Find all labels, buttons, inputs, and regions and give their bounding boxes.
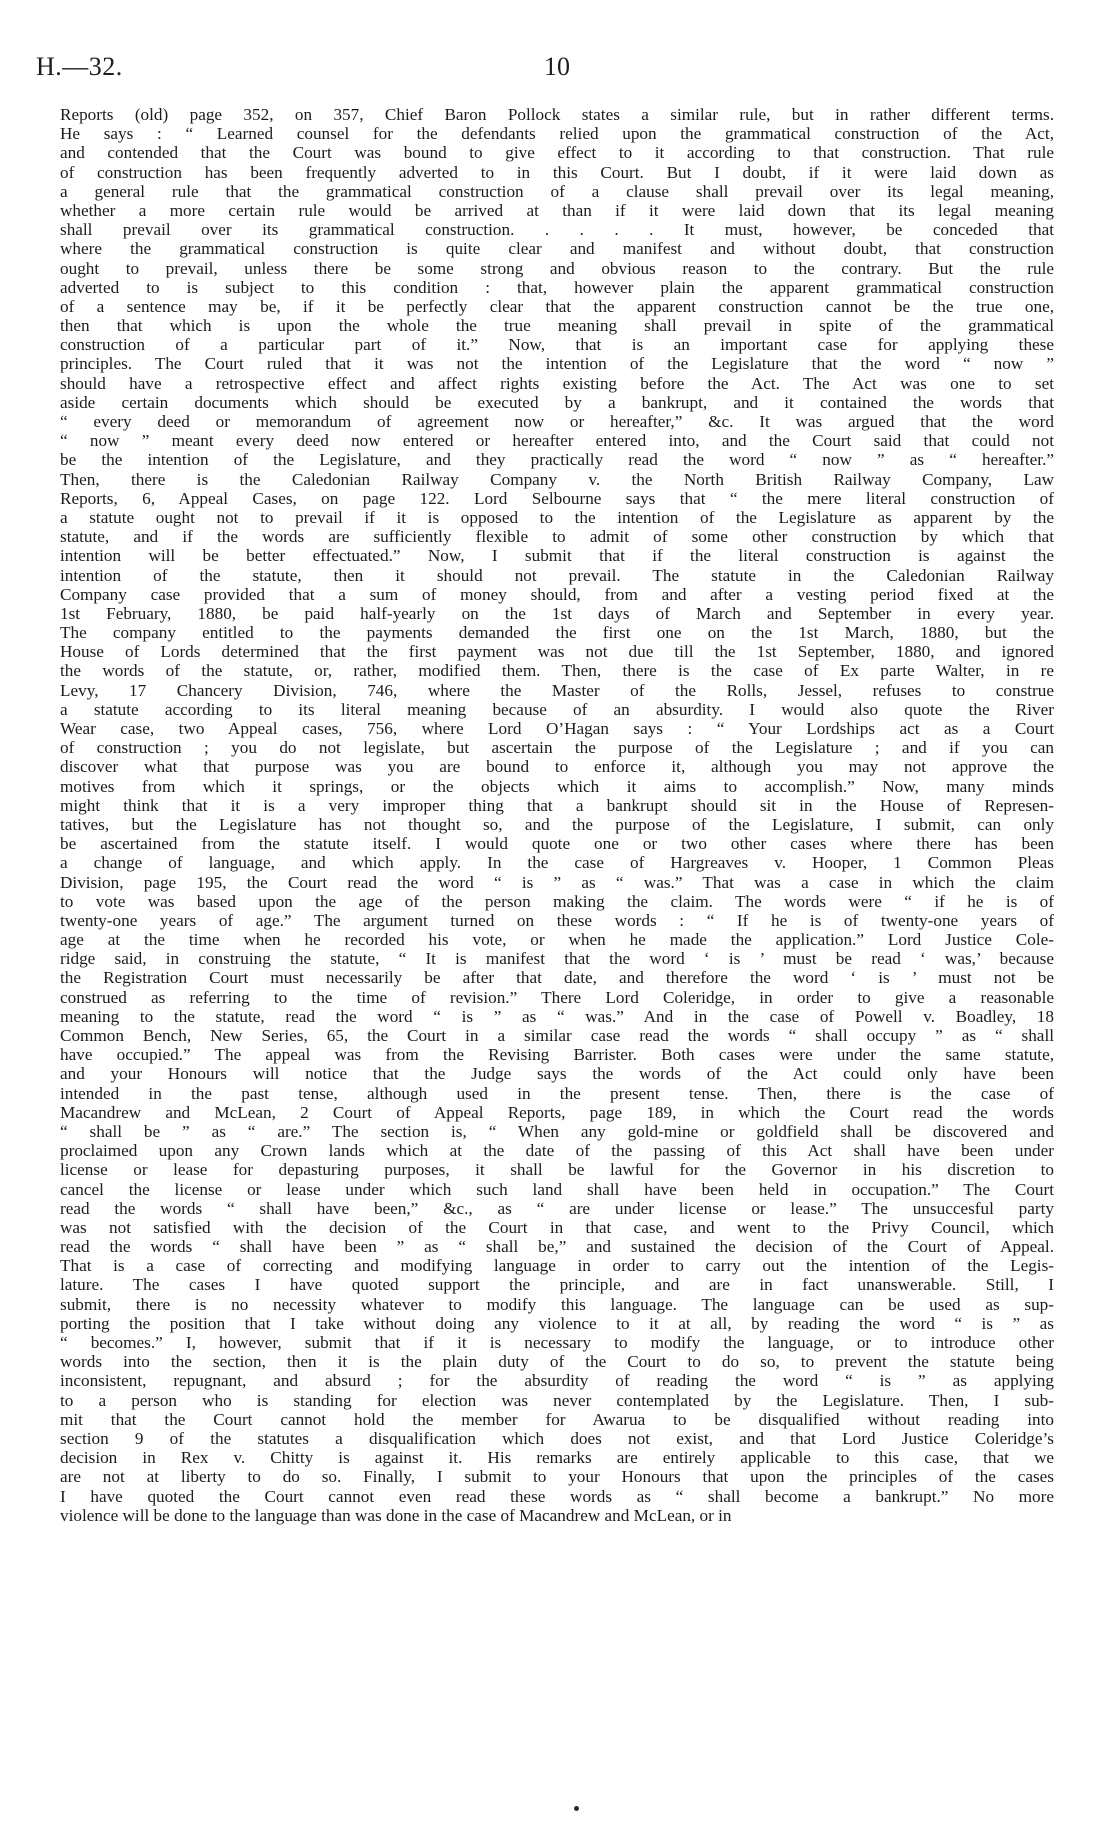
text-line: intention will be better effectuated.” Now, I submit that if the literal construction is against the <box>60 546 1054 566</box>
text-line: submit, there is no necessity whatever to modify this language. The language can be used as sup- <box>60 1294 1054 1314</box>
text-line: violence will be done to the language than was done in the case of Macandrew and McLean, or in <box>60 1505 732 1525</box>
text-line: to vote was based upon the age of the person making the claim. The words were “ if he is of <box>60 891 1054 911</box>
text-line: proclaimed upon any Crown lands which at the date of the passing of this Act shall have been under <box>60 1141 1054 1161</box>
text-line: “ becomes.” I, however, submit that if it is necessary to modify the language, or to introduce other <box>60 1333 1054 1352</box>
page-number: 10 <box>544 52 570 81</box>
text-line: be the intention of the Legislature, and they practically read the word “ now ” as “ hereafter.” <box>60 450 1054 470</box>
text-line: construed as referring to the time of revision.” There Lord Coleridge, in order to give a reasonable <box>60 987 1054 1007</box>
text-line: motives from which it springs, or the objects which it aims to accomplish.” Now, many minds <box>60 776 1054 796</box>
text-line: have occupied.” The appeal was from the Revising Barrister. Both cases were under the same statute, <box>60 1045 1054 1065</box>
text-line: are not at liberty to do so. Finally, I submit to your Honours that upon the principles of the cases <box>60 1467 1054 1487</box>
text-line: cancel the license or lease under which such land shall have been held in occupation.” The Court <box>60 1179 1054 1199</box>
text-line: license or lease for depasturing purposes, it shall be lawful for the Governor in his discretion to <box>60 1160 1054 1180</box>
text-line: mit that the Court cannot hold the member for Awarua to be disqualified without reading into <box>60 1409 1054 1429</box>
text-line: “ now ” meant every deed now entered or hereafter entered into, and the Court said that could not <box>60 431 1054 451</box>
text-line: That is a case of correcting and modifying language in order to carry out the intention of the Legis- <box>60 1256 1054 1276</box>
text-line: The company entitled to the payments demanded the first one on the 1st March, 1880, but the <box>60 623 1054 643</box>
text-line: the words of the statute, or, rather, modified them. Then, there is the case of Ex parte Walter, in re <box>60 661 1054 681</box>
text-line: Macandrew and McLean, 2 Court of Appeal Reports, page 189, in which the Court read the words <box>60 1102 1054 1122</box>
text-line: of a sentence may be, if it be perfectly clear that the apparent construction cannot be the true one, <box>60 296 1054 316</box>
text-line: He says : “ Learned counsel for the defendants relied upon the grammatical construction of the Act, <box>60 124 1054 144</box>
footer-mark <box>574 1806 579 1811</box>
text-line: shall prevail over its grammatical construction. . . . . It must, however, be conceded that <box>60 220 1054 240</box>
text-line: then that which is upon the whole the true meaning shall prevail in spite of the grammatical <box>60 316 1054 336</box>
document-reference: H.—32. <box>36 52 123 81</box>
text-line: a statute according to its literal meaning because of an absurdity. I would also quote the River <box>60 699 1054 719</box>
text-line: read the words “ shall have been ” as “ shall be,” and sustained the decision of the Court of Appeal. <box>60 1237 1054 1257</box>
text-line: ridge said, in construing the statute, “ It is manifest that the word ‘ is ’ must be read ‘ was,’ because <box>60 949 1054 969</box>
text-line: Common Bench, New Series, 65, the Court in a similar case read the words “ shall occupy ” as “ shall <box>60 1026 1054 1045</box>
text-line: be ascertained from the statute itself. I would quote one or two other cases where there has been <box>60 834 1054 854</box>
text-line: House of Lords determined that the first payment was not due till the 1st September, 1880, and ignored <box>60 642 1054 662</box>
text-line: and contended that the Court was bound to give effect to it according to that construction. That rule <box>60 143 1054 163</box>
text-line: Wear case, two Appeal cases, 756, where Lord O’Hagan says : “ Your Lordships act as a Court <box>60 719 1054 738</box>
text-line: should have a retrospective effect and affect rights existing before the Act. The Act was one to set <box>60 373 1054 393</box>
text-line: Company case provided that a sum of money should, from and after a vesting period fixed at the <box>60 584 1054 604</box>
text-line: “ every deed or memorandum of agreement now or hereafter,” &c. It was argued that the word <box>60 412 1054 431</box>
text-line: Reports, 6, Appeal Cases, on page 122. Lord Selbourne says that “ the mere literal construction of <box>60 488 1054 508</box>
text-line: decision in Rex v. Chitty is against it. His remarks are entirely applicable to this case, that we <box>60 1448 1054 1468</box>
text-line: of construction ; you do not legislate, but ascertain the purpose of the Legislature ; and if you can <box>60 738 1054 758</box>
text-line: 1st February, 1880, be paid half-yearly on the 1st days of March and September in every year. <box>60 603 1054 623</box>
text-line: lature. The cases I have quoted support the principle, and are in fact unanswerable. Still, I <box>60 1275 1054 1295</box>
text-line: where the grammatical construction is quite clear and manifest and without doubt, that construction <box>60 239 1054 259</box>
text-line: might think that it is a very improper thing that a bankrupt should sit in the House of Represen- <box>60 795 1054 815</box>
text-line: “ shall be ” as “ are.” The section is, “ When any gold-mine or goldfield shall be discovered and <box>60 1121 1054 1141</box>
text-line: I have quoted the Court cannot even read these words as “ shall become a bankrupt.” No more <box>60 1486 1054 1506</box>
text-line: porting the position that I take without doing any violence to it at all, by reading the word “ is ” as <box>60 1313 1054 1333</box>
text-line: of construction has been frequently adverted to in this Court. But I doubt, if it were laid down as <box>60 162 1054 182</box>
text-line: principles. The Court ruled that it was not the intention of the Legislature that the word “ now ” <box>60 354 1054 374</box>
text-line: and your Honours will notice that the Judge says the words of the Act could only have been <box>60 1064 1054 1084</box>
text-line: Levy, 17 Chancery Division, 746, where the Master of the Rolls, Jessel, refuses to construe <box>60 680 1054 700</box>
text-line: twenty-one years of age.” The argument turned on these words : “ If he is of twenty-one years of <box>60 910 1054 930</box>
text-line: the Registration Court must necessarily be after that date, and therefore the word ‘ is ’ must not be <box>60 968 1054 988</box>
text-line: discover what that purpose was you are bound to enforce it, although you may not approve the <box>60 757 1054 777</box>
page-header <box>36 52 1078 88</box>
text-line: whether a more certain rule would be arrived at than if it were laid down that its legal meaning <box>60 200 1054 220</box>
text-line: a general rule that the grammatical construction of a clause shall prevail over its legal meaning, <box>60 181 1054 201</box>
text-line: a statute ought not to prevail if it is opposed to the intention of the Legislature as apparent by the <box>60 507 1054 527</box>
text-line: aside certain documents which should be executed by a bankrupt, and it contained the words that <box>60 392 1054 412</box>
text-line: read the words “ shall have been,” &c., as “ are under license or lease.” The unsuccesful party <box>60 1198 1054 1218</box>
text-line: section 9 of the statutes a disqualification which does not exist, and that Lord Justice Coleridge’s <box>60 1428 1054 1448</box>
text-line: Reports (old) page 352, on 357, Chief Baron Pollock states a similar rule, but in rather different terms. <box>60 105 1054 124</box>
text-line: was not satisfied with the decision of the Court in that case, and went to the Privy Council, which <box>60 1217 1054 1237</box>
text-line: inconsistent, repugnant, and absurd ; for the absurdity of reading the word “ is ” as applying <box>60 1371 1054 1391</box>
text-line: construction of a particular part of it.” Now, that is an important case for applying these <box>60 335 1054 355</box>
text-line: words into the section, then it is the plain duty of the Court to do so, to prevent the statute being <box>60 1352 1054 1372</box>
text-line: Division, page 195, the Court read the word “ is ” as “ was.” That was a case in which the claim <box>60 872 1054 892</box>
text-line: age at the time when he recorded his vote, or when he made the application.” Lord Justice Cole- <box>60 930 1054 950</box>
text-line: adverted to is subject to this condition : that, however plain the apparent grammatical construction <box>60 277 1054 297</box>
text-line: meaning to the statute, read the word “ is ” as “ was.” And in the case of Powell v. Boadley, 18 <box>60 1006 1054 1026</box>
text-line: to a person who is standing for election was never contemplated by the Legislature. Then, I sub- <box>60 1390 1054 1410</box>
text-line: statute, and if the words are sufficiently flexible to admit of some other construction by which that <box>60 527 1054 547</box>
text-line: Then, there is the Caledonian Railway Company v. the North British Railway Company, Law <box>60 469 1054 489</box>
text-line: intention of the statute, then it should not prevail. The statute in the Caledonian Railway <box>60 565 1054 585</box>
text-line: intended in the past tense, although used in the present tense. Then, there is the case of <box>60 1083 1054 1103</box>
text-line: ought to prevail, unless there be some strong and obvious reason to the contrary. But the rule <box>60 258 1054 278</box>
body-text <box>60 105 1054 1525</box>
text-line: a change of language, and which apply. In the case of Hargreaves v. Hooper, 1 Common Pleas <box>60 853 1054 873</box>
text-line: tatives, but the Legislature has not thought so, and the purpose of the Legislature, I submit, can only <box>60 814 1054 834</box>
